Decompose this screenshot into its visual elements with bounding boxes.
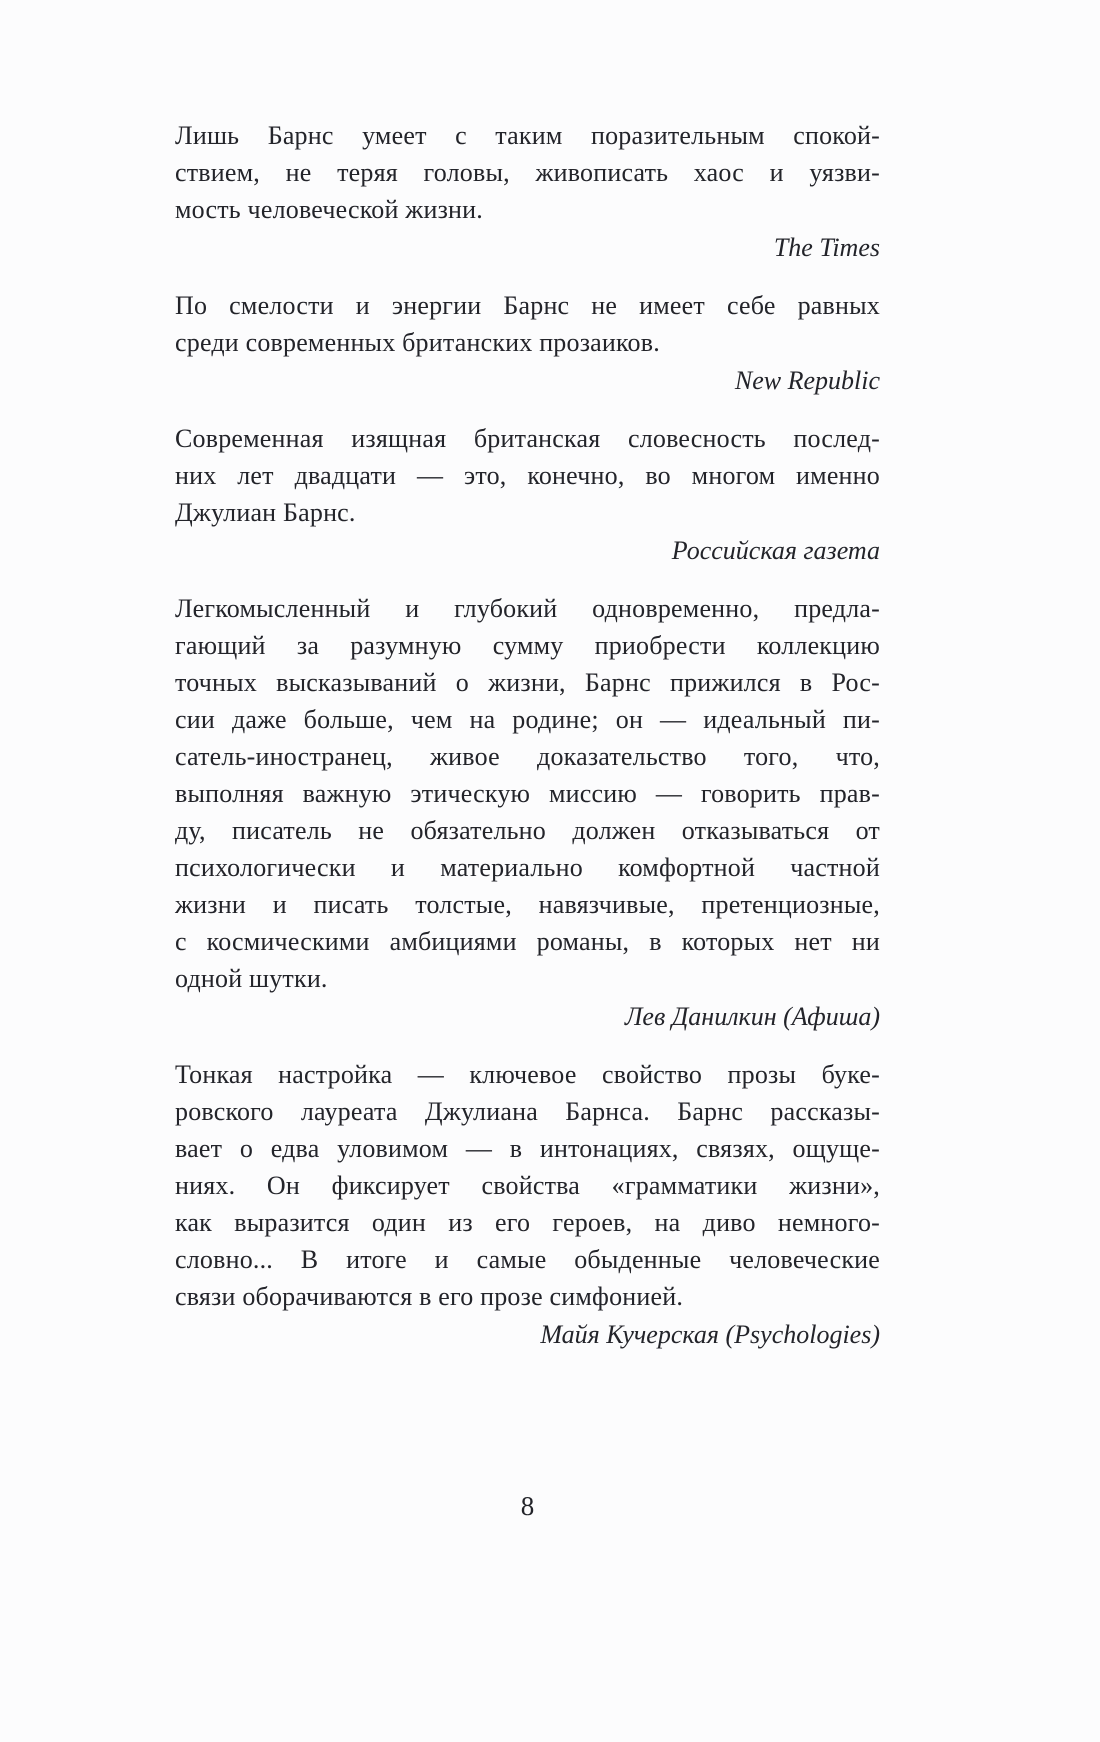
quote-line: По смелости и энергии Барнс не имеет себе равных <box>175 291 880 320</box>
quote-line: одной шутки. <box>175 964 328 993</box>
quote-block <box>175 117 880 266</box>
quote-line: Тонкая настройка — ключевое свойство прозы буке- <box>175 1060 880 1089</box>
quote-line: мость человеческой жизни. <box>175 195 483 224</box>
quote-block <box>175 420 880 569</box>
quote-attribution: Российская газета <box>671 536 880 565</box>
quote-line: словно... В итоге и самые обыденные человеческие <box>175 1245 880 1274</box>
quote-line: гающий за разумную сумму приобрести коллекцию <box>175 631 880 660</box>
quote-line: сии даже больше, чем на родине; он — идеальный пи- <box>175 705 880 734</box>
quote-block <box>175 1056 880 1353</box>
quote-line: психологически и материально комфортной частной <box>175 853 880 882</box>
quote-line: них лет двадцати — это, конечно, во многом именно <box>175 461 880 490</box>
quote-line: связи оборачиваются в его прозе симфонией. <box>175 1282 684 1311</box>
quote-line: среди современных британских прозаиков. <box>175 328 660 357</box>
quote-attribution: Лев Данилкин (Афиша) <box>624 1002 880 1031</box>
quote-line: Современная изящная британская словесность послед- <box>175 424 880 453</box>
quotes <box>175 117 880 1353</box>
quote-line: с космическими амбициями романы, в которых нет ни <box>175 927 880 956</box>
quote-line: как выразится один из его героев, на диво немного- <box>175 1208 880 1237</box>
page-number: 8 <box>520 1491 535 1521</box>
quote-line: выполняя важную этическую миссию — говорить прав- <box>175 779 880 808</box>
quote-line: ду, писатель не обязательно должен отказываться от <box>175 816 880 845</box>
quote-line: Джулиан Барнс. <box>175 498 356 527</box>
quote-line: точных высказываний о жизни, Барнс прижился в Рос- <box>175 668 880 697</box>
quote-line: Легкомысленный и глубокий одновременно, предла- <box>175 594 880 623</box>
quote-line: вает о едва уловимом — в интонациях, связях, ощуще- <box>175 1134 880 1163</box>
quote-line: ровского лауреата Джулиана Барнса. Барнс рассказы- <box>175 1097 880 1126</box>
quote-attribution: Майя Кучерская (Psychologies) <box>540 1320 880 1349</box>
quote-line: сатель-иностранец, живое доказательство того, что, <box>175 742 880 771</box>
quote-attribution: The Times <box>773 233 880 262</box>
quote-block <box>175 287 880 399</box>
quote-line: ствием, не теряя головы, живописать хаос и уязви- <box>175 158 880 187</box>
quote-line: ниях. Он фиксирует свойства «грамматики жизни», <box>175 1171 880 1200</box>
quote-attribution: New Republic <box>734 366 880 395</box>
quote-block <box>175 590 880 1035</box>
quote-line: жизни и писать толстые, навязчивые, претенциозные, <box>175 890 880 919</box>
quote-line: Лишь Барнс умеет с таким поразительным спокой- <box>175 121 880 150</box>
